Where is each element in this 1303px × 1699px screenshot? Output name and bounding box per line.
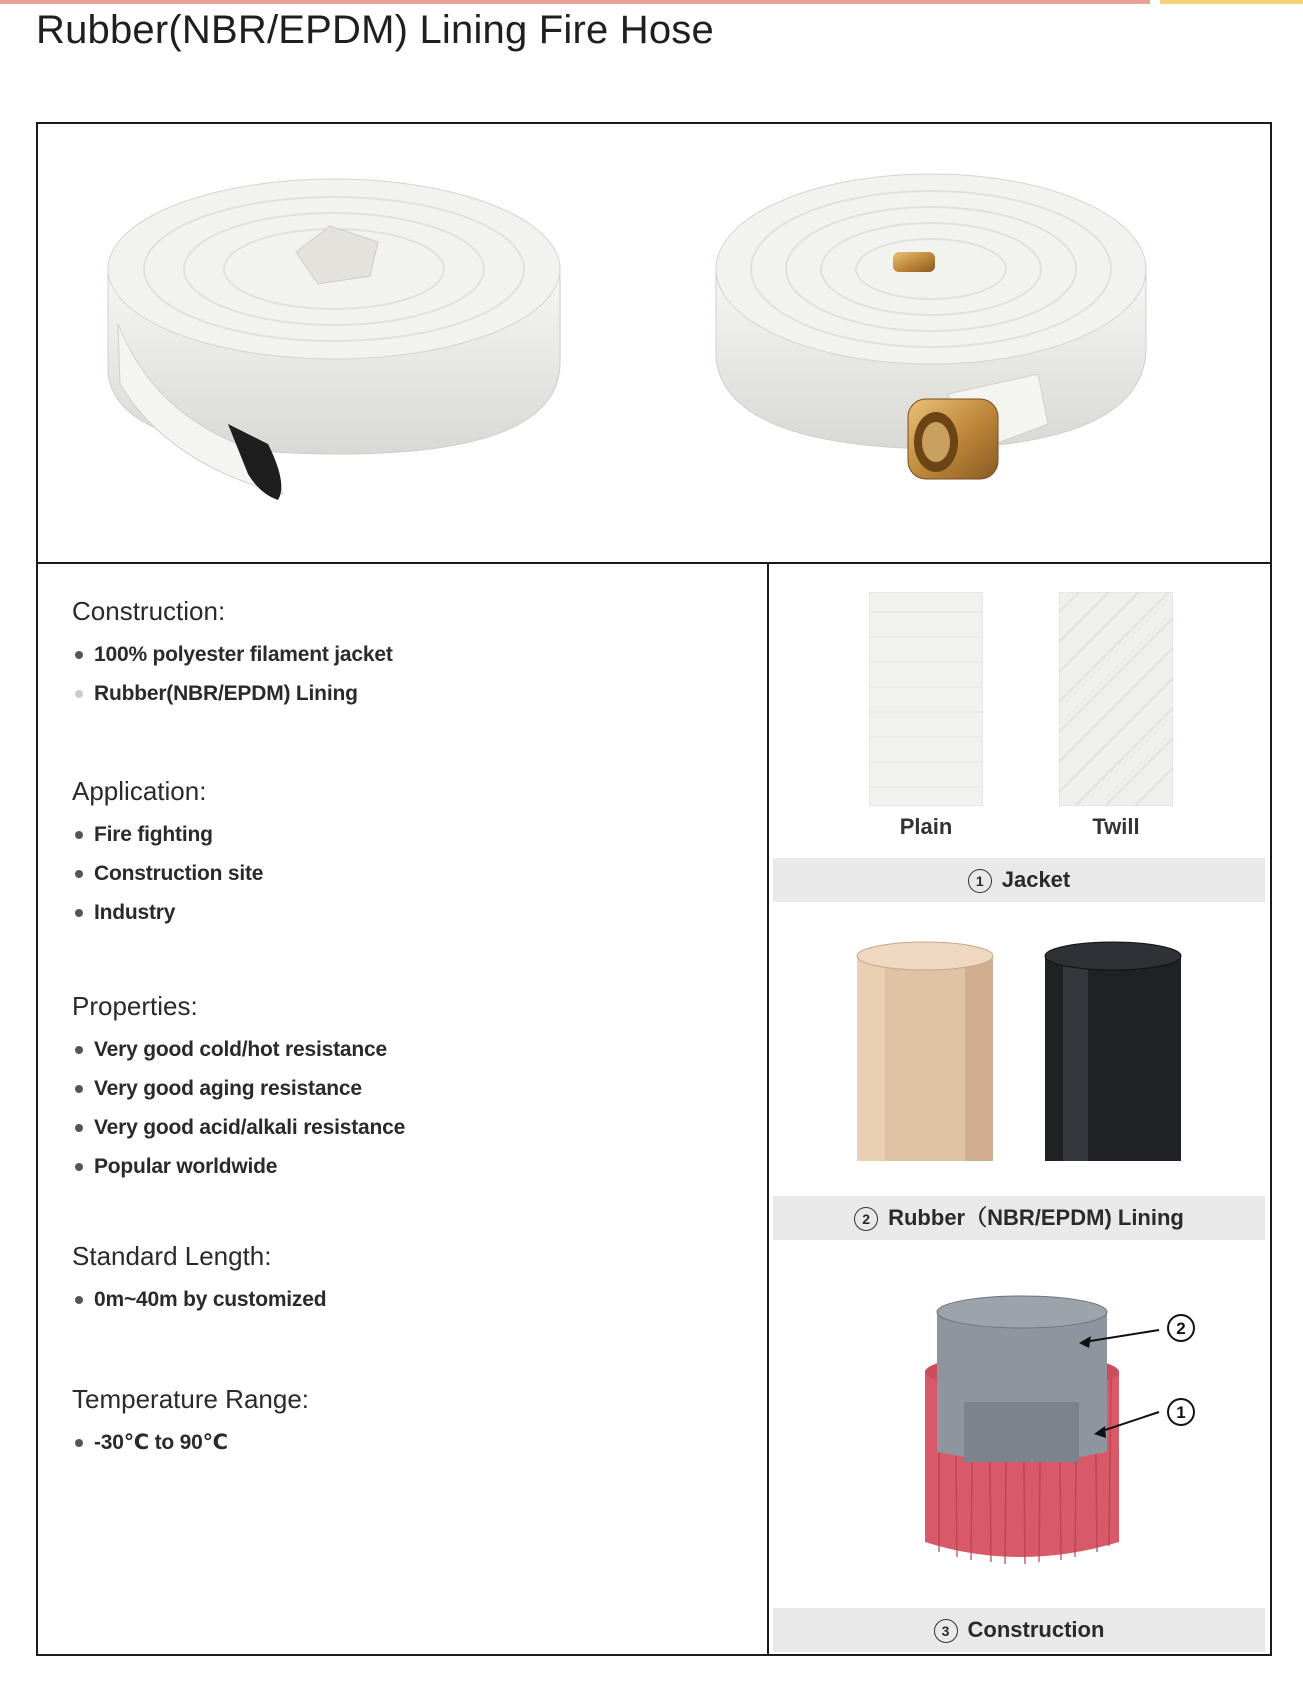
- hose-reel-coupling-image: [708, 124, 1208, 554]
- twill-weave-swatch: [1059, 592, 1173, 806]
- list-item: 0m~40m by customized: [72, 1280, 326, 1319]
- list-item: -30℃ to 90℃: [72, 1423, 309, 1462]
- section-heading: Application:: [72, 776, 207, 806]
- standard-length-section: [72, 1241, 326, 1319]
- callout-number-bottom: 1: [1176, 1403, 1186, 1422]
- caption-text: Jacket: [1001, 867, 1071, 892]
- plain-label: Plain: [899, 814, 953, 839]
- construction-caption: [773, 1608, 1265, 1652]
- page-title: Rubber(NBR/EPDM) Lining Fire Hose: [36, 8, 714, 52]
- construction-diagram: [919, 1282, 1303, 1582]
- caption-text: Construction: [967, 1617, 1105, 1642]
- list-item: Fire fighting: [72, 815, 263, 854]
- illustrations-column: [769, 562, 1270, 1654]
- caption-text: Rubber（NBR/EPDM) Lining: [888, 1205, 1184, 1230]
- section-heading: Standard Length:: [72, 1241, 272, 1271]
- hose-images-row: [38, 124, 1270, 564]
- lining-caption: [773, 1196, 1265, 1240]
- list-item: Popular worldwide: [72, 1147, 405, 1186]
- tan-rubber-lining-image: [855, 936, 995, 1166]
- section-heading: Construction:: [72, 596, 226, 626]
- top-accent-line-gold: [1160, 0, 1303, 4]
- list-item: Very good aging resistance: [72, 1069, 405, 1108]
- list-item: Rubber(NBR/EPDM) Lining: [72, 674, 393, 713]
- product-sheet: [36, 122, 1272, 1656]
- black-rubber-lining-image: [1043, 936, 1183, 1166]
- plain-weave-swatch: [869, 592, 983, 806]
- temperature-range-section: [72, 1384, 309, 1462]
- list-item: 100% polyester filament jacket: [72, 635, 393, 674]
- list-item: Very good acid/alkali resistance: [72, 1108, 405, 1147]
- top-accent-line-red: [0, 0, 1150, 4]
- specifications-column: [38, 562, 769, 1654]
- construction-section: [72, 596, 393, 713]
- number-badge: 1: [968, 869, 992, 893]
- callout-number-top: 2: [1176, 1319, 1186, 1338]
- list-item: Industry: [72, 893, 263, 932]
- number-badge: 3: [934, 1619, 958, 1643]
- properties-section: [72, 991, 405, 1186]
- list-item: Construction site: [72, 854, 263, 893]
- number-badge: 2: [854, 1207, 878, 1231]
- section-heading: Temperature Range:: [72, 1384, 310, 1414]
- jacket-caption: [773, 858, 1265, 902]
- section-heading: Properties:: [72, 991, 198, 1021]
- twill-label: Twill: [1092, 814, 1140, 839]
- application-section: [72, 776, 263, 932]
- list-item: Very good cold/hot resistance: [72, 1030, 405, 1069]
- hose-reel-plain-image: [78, 124, 638, 554]
